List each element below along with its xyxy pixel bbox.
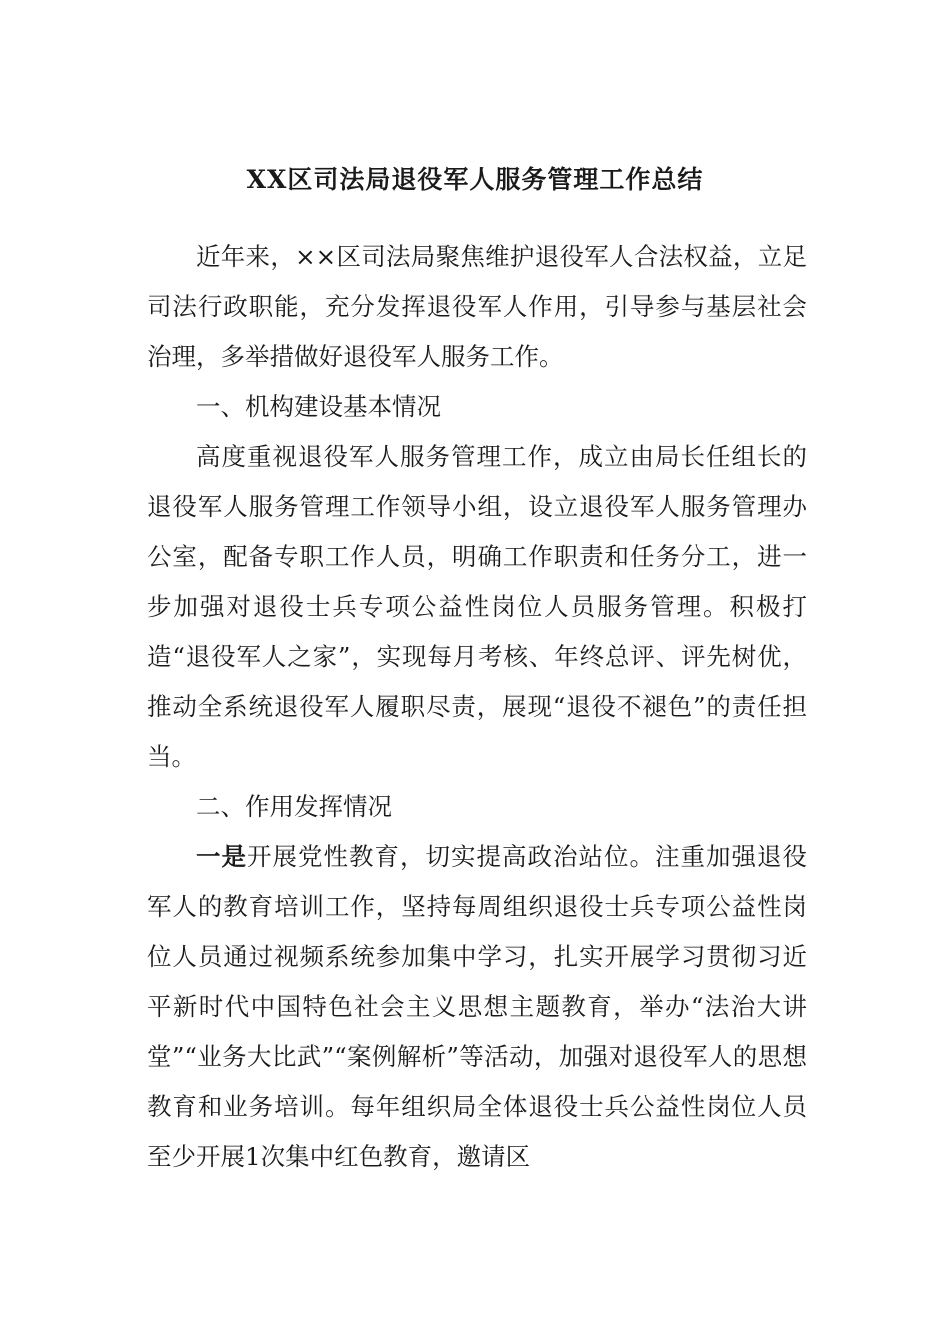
point-1-body: 开展党性教育，切实提高政治站位。注重加强退役军人的教育培训工作，坚持每周组织退役士兵专项公益性岗位人员通过视频系统参加集中学习，扎实开展学习贯彻习近平新时代中国特色社会主义思想主题教育，举办“法治大讲堂”“业务大比武”“案例解析”等活动，加强对退役军人的思想教育和业务培训。每年组织局全体退役士兵公益性岗位人员至少开展1次集中红色教育，邀请区	[147, 842, 807, 1171]
section-1-paragraph: 高度重视退役军人服务管理工作，成立由局长任组长的退役军人服务管理工作领导小组，设立退役军人服务管理办公室，配备专职工作人员，明确工作职责和任务分工，进一步加强对退役士兵专项公益性岗位人员服务管理。积极打造“退役军人之家”，实现每月考核、年终总评、评先树优，推动全系统退役军人履职尽责，展现“退役不褪色”的责任担当。	[147, 442, 807, 771]
section-2-heading: 二、作用发挥情况	[196, 792, 392, 821]
section-2-point-1-paragraph	[147, 832, 807, 1182]
section-1-heading: 一、机构建设基本情况	[196, 392, 441, 421]
point-1-lead: 一是	[196, 842, 247, 871]
intro-paragraph: 近年来，××区司法局聚焦维护退役军人合法权益，立足司法行政职能，充分发挥退役军人作用，引导参与基层社会治理，多举措做好退役军人服务工作。	[147, 242, 807, 371]
document-title: XX区司法局退役军人服务管理工作总结	[246, 165, 704, 194]
